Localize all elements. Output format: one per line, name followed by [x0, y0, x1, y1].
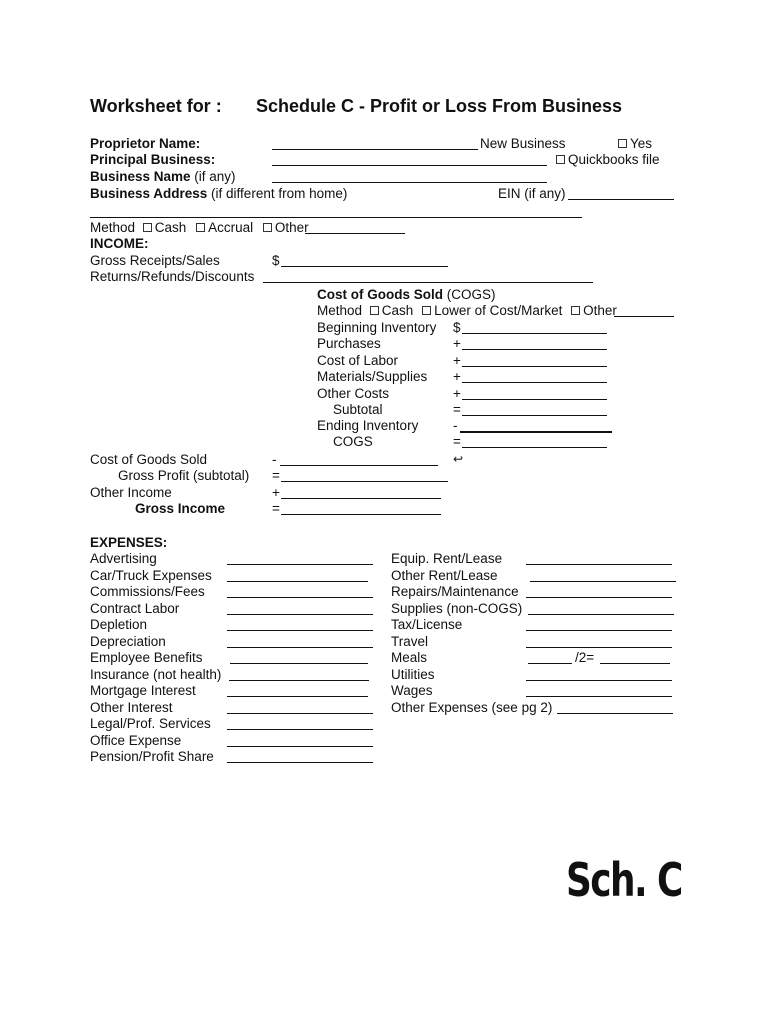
- cogs-title: [317, 287, 496, 303]
- mortgage-interest-field[interactable]: [227, 683, 368, 697]
- checkbox-icon: [196, 223, 205, 232]
- business-name-label: Business Name: [90, 169, 191, 184]
- return-arrow-icon: ↩: [453, 452, 464, 466]
- method-other-field[interactable]: [305, 220, 405, 234]
- expense-label: Insurance (not health): [90, 667, 222, 682]
- cogs-title-label: Cost of Goods Sold: [317, 287, 443, 302]
- cogs-method-other-field[interactable]: [614, 303, 674, 317]
- cogs-other-checkbox[interactable]: [571, 303, 617, 318]
- meals-fraction: /2=: [575, 650, 595, 665]
- cogs-row-op: +: [453, 386, 461, 401]
- cogs-op: -: [272, 452, 277, 467]
- expense-label: Depreciation: [90, 634, 166, 649]
- employee-benefits-field[interactable]: [230, 650, 368, 664]
- insurance-field[interactable]: [229, 667, 369, 681]
- method-accrual-label: Accrual: [208, 220, 254, 235]
- other-income-label: Other Income: [90, 485, 172, 500]
- expense-label: Tax/License: [391, 617, 463, 632]
- expense-label: Equip. Rent/Lease: [391, 551, 503, 566]
- travel-field[interactable]: [526, 634, 672, 648]
- income-heading: INCOME:: [90, 236, 149, 251]
- commissions-field[interactable]: [227, 584, 373, 598]
- cogs-title-note: (COGS): [443, 287, 496, 302]
- expense-label: Commissions/Fees: [90, 584, 205, 599]
- checkbox-icon: [556, 155, 565, 164]
- cogs-row-op: +: [453, 369, 461, 384]
- expense-label: Other Interest: [90, 700, 173, 715]
- equip-rent-field[interactable]: [526, 551, 672, 565]
- cogs-method-label: Method: [317, 303, 363, 318]
- ending-inventory-field[interactable]: [460, 418, 612, 433]
- worksheet-for-label: Worksheet for :: [90, 96, 222, 116]
- tax-license-field[interactable]: [526, 617, 672, 631]
- quickbooks-label: Quickbooks file: [568, 152, 660, 167]
- cogs-row-label: COGS: [333, 434, 373, 449]
- subtotal-field[interactable]: [462, 402, 607, 416]
- other-expenses-field[interactable]: [557, 700, 673, 714]
- meals-field[interactable]: [528, 650, 572, 664]
- checkbox-icon: [263, 223, 272, 232]
- method-cash-label: Cash: [154, 220, 187, 235]
- cogs-row-label: Other Costs: [317, 386, 390, 401]
- other-interest-field[interactable]: [227, 700, 373, 714]
- method-other-label: Other: [274, 220, 309, 235]
- gross-receipts-field[interactable]: [281, 253, 448, 267]
- expense-label: Pension/Profit Share: [90, 749, 214, 764]
- proprietor-name-label: Proprietor Name:: [90, 136, 201, 151]
- method-other-checkbox[interactable]: [263, 220, 309, 235]
- cost-of-goods-sold-label: Cost of Goods Sold: [90, 452, 208, 467]
- depreciation-field[interactable]: [227, 634, 373, 648]
- checkbox-icon: [370, 306, 379, 315]
- expense-label: Meals: [391, 650, 428, 665]
- other-costs-field[interactable]: [462, 386, 607, 400]
- business-name-note: (if any): [190, 169, 236, 184]
- expense-label: Legal/Prof. Services: [90, 716, 211, 731]
- repairs-field[interactable]: [526, 584, 672, 598]
- new-business-label: New Business: [480, 136, 566, 151]
- cogs-row-op: +: [453, 336, 461, 351]
- gross-income-op: =: [272, 501, 280, 516]
- beginning-inventory-field[interactable]: [462, 320, 607, 334]
- gross-income-label: Gross Income: [135, 501, 226, 516]
- returns-field[interactable]: [263, 269, 593, 283]
- cogs-row-op: =: [453, 434, 461, 449]
- expense-label: Depletion: [90, 617, 148, 632]
- expense-label: Other Rent/Lease: [391, 568, 498, 583]
- expense-label: Wages: [391, 683, 433, 698]
- other-income-field[interactable]: [281, 485, 441, 499]
- cogs-row-label: Subtotal: [333, 402, 383, 417]
- checkbox-icon: [422, 306, 431, 315]
- yes-checkbox[interactable]: [618, 136, 652, 152]
- utilities-field[interactable]: [526, 667, 672, 681]
- cogs-lower-checkbox[interactable]: [422, 303, 562, 318]
- address-line[interactable]: [90, 217, 582, 218]
- depletion-field[interactable]: [227, 617, 373, 631]
- gross-profit-field[interactable]: [281, 468, 448, 482]
- gross-receipts-currency: $: [272, 253, 280, 268]
- gross-receipts-label: Gross Receipts/Sales: [90, 253, 220, 268]
- expense-label: Travel: [391, 634, 429, 649]
- meals-half-field[interactable]: [600, 650, 670, 664]
- checkbox-icon: [143, 223, 152, 232]
- materials-supplies-field[interactable]: [462, 369, 607, 383]
- expense-label: Advertising: [90, 551, 157, 566]
- expense-label: Office Expense: [90, 733, 182, 748]
- legal-services-field[interactable]: [227, 716, 373, 730]
- cogs-cash-label: Cash: [381, 303, 414, 318]
- business-address-note: (if different from home): [207, 186, 348, 201]
- ein-label: EIN (if any): [498, 186, 566, 201]
- ein-field[interactable]: [568, 186, 674, 200]
- gross-income-field[interactable]: [281, 501, 441, 515]
- cogs-row-label: Beginning Inventory: [317, 320, 437, 335]
- gross-profit-label: Gross Profit (subtotal): [118, 468, 250, 483]
- supplies-field[interactable]: [528, 601, 674, 615]
- cogs-row-op: $: [453, 320, 461, 335]
- expense-label: Repairs/Maintenance: [391, 584, 519, 599]
- cogs-method-row: [317, 303, 617, 319]
- quickbooks-checkbox[interactable]: [556, 152, 660, 168]
- wages-field[interactable]: [526, 683, 672, 697]
- expense-label: Supplies (non-COGS): [391, 601, 523, 616]
- business-address-row: [90, 186, 347, 202]
- cogs-cash-checkbox[interactable]: [370, 303, 414, 318]
- cogs-row-label: Ending Inventory: [317, 418, 419, 433]
- cogs-other-label: Other: [583, 303, 617, 318]
- cogs-total-field[interactable]: [462, 434, 607, 448]
- advertising-field[interactable]: [227, 551, 373, 565]
- principal-business-field[interactable]: [272, 152, 547, 166]
- business-name-row: [90, 169, 236, 185]
- cogs-row-label: Materials/Supplies: [317, 369, 428, 384]
- expense-label: Car/Truck Expenses: [90, 568, 212, 583]
- other-income-op: +: [272, 485, 280, 500]
- other-rent-field[interactable]: [530, 568, 676, 582]
- expense-label: Other Expenses (see pg 2): [391, 700, 553, 715]
- pension-field[interactable]: [227, 749, 373, 763]
- method-cash-checkbox[interactable]: [143, 220, 187, 235]
- yes-label: Yes: [630, 136, 653, 151]
- office-expense-field[interactable]: [227, 733, 373, 747]
- cost-of-goods-sold-field[interactable]: [280, 452, 438, 466]
- expense-label: Mortgage Interest: [90, 683, 196, 698]
- gross-profit-op: =: [272, 468, 280, 483]
- business-name-field[interactable]: [272, 169, 547, 183]
- expenses-heading: EXPENSES:: [90, 535, 168, 550]
- checkbox-icon: [618, 139, 627, 148]
- cost-of-labor-field[interactable]: [462, 353, 607, 367]
- expense-label: Utilities: [391, 667, 435, 682]
- business-address-label: Business Address: [90, 186, 208, 201]
- cogs-lower-label: Lower of Cost/Market: [434, 303, 563, 318]
- contract-labor-field[interactable]: [227, 601, 373, 615]
- expense-label: Contract Labor: [90, 601, 180, 616]
- cogs-row-op: +: [453, 353, 461, 368]
- accounting-method-row: [90, 220, 309, 236]
- cogs-row-label: Cost of Labor: [317, 353, 399, 368]
- checkbox-icon: [571, 306, 580, 315]
- cogs-row-op: -: [453, 418, 458, 433]
- cogs-row-label: Purchases: [317, 336, 381, 351]
- page-title: Schedule C - Profit or Loss From Business: [256, 96, 623, 116]
- proprietor-name-field[interactable]: [272, 136, 478, 150]
- method-accrual-checkbox[interactable]: [196, 220, 253, 235]
- method-label: Method: [90, 220, 136, 235]
- purchases-field[interactable]: [462, 336, 607, 350]
- car-truck-field[interactable]: [227, 568, 368, 582]
- principal-business-label: Principal Business:: [90, 152, 216, 167]
- cogs-row-op: =: [453, 402, 461, 417]
- schedule-c-badge: Sch. C: [566, 853, 682, 907]
- returns-label: Returns/Refunds/Discounts: [90, 269, 255, 284]
- expense-label: Employee Benefits: [90, 650, 203, 665]
